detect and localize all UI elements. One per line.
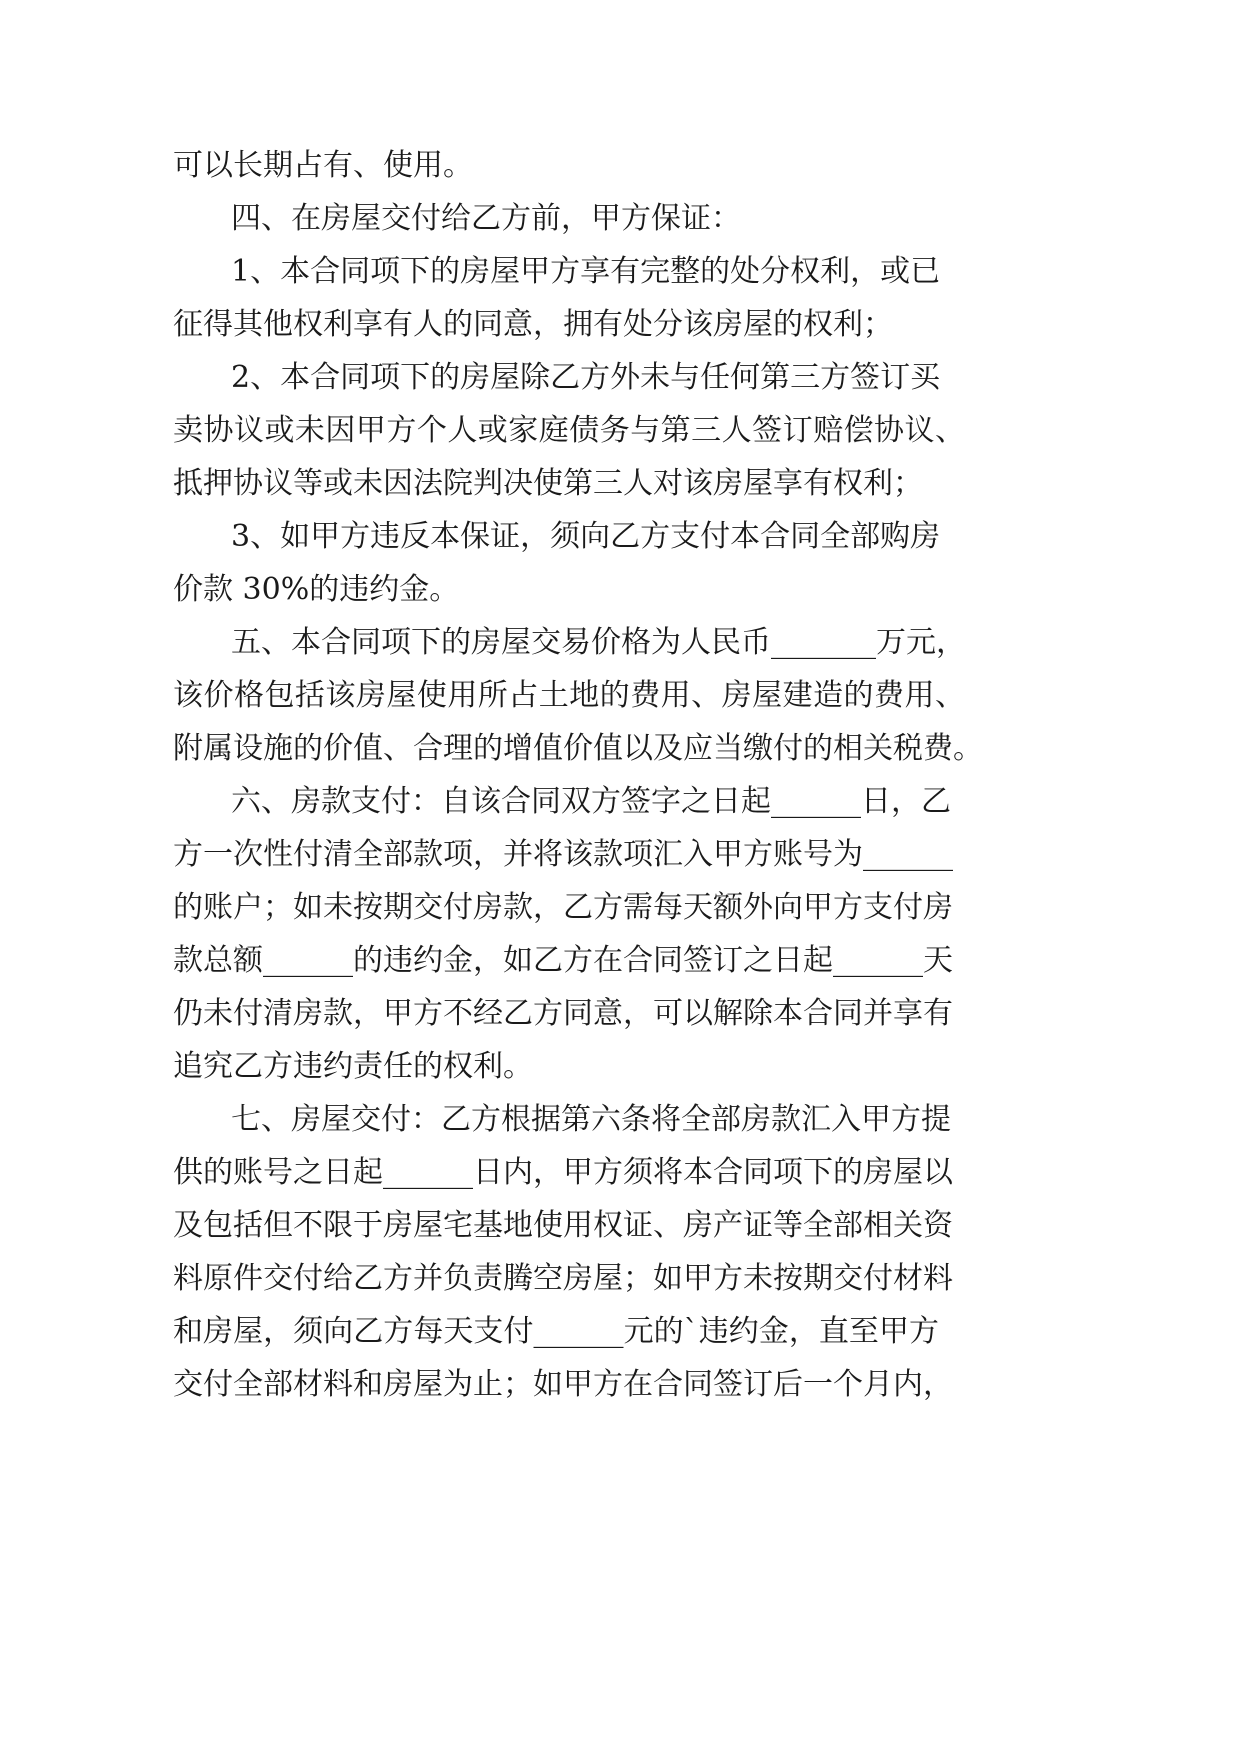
line-text: 附属设施的价值、合理的增值价值以及应当缴付的相关税费。	[173, 731, 983, 766]
line-text: 仍未付清房款，甲方不经乙方同意，可以解除本合同并享有	[173, 996, 953, 1031]
line-text: 料原件交付给乙方并负责腾空房屋；如甲方未按期交付材料	[173, 1261, 953, 1296]
line-text: 的账户；如未按期交付房款，乙方需每天额外向甲方支付房	[173, 890, 953, 925]
text-line	[0, 985, 1241, 1043]
line-text: 该价格包括该房屋使用所占土地的费用、房屋建造的费用、	[173, 678, 965, 713]
text-line	[0, 137, 1241, 195]
line-text: 五、本合同项下的房屋交易价格为人民币_______万元，	[231, 625, 966, 660]
text-line	[0, 773, 1241, 831]
text-line	[0, 455, 1241, 513]
line-text: 和房屋，须向乙方每天支付______元的`违约金，直至甲方	[173, 1314, 939, 1349]
line-text: 交付全部材料和房屋为止；如甲方在合同签订后一个月内，	[173, 1367, 953, 1402]
text-line	[0, 1144, 1241, 1202]
line-text: 3、如甲方违反本保证，须向乙方支付本合同全部购房	[231, 519, 941, 554]
text-line	[0, 243, 1241, 301]
text-line	[0, 1250, 1241, 1308]
line-text: 征得其他权利享有人的同意，拥有处分该房屋的权利；	[173, 307, 893, 342]
text-line	[0, 932, 1241, 990]
text-line	[0, 296, 1241, 354]
line-text: 2、本合同项下的房屋除乙方外未与任何第三方签订买	[231, 360, 941, 395]
text-line	[0, 720, 1241, 778]
line-text: 供的账号之日起______日内，甲方须将本合同项下的房屋以	[173, 1155, 953, 1190]
text-line	[0, 826, 1241, 884]
line-text: 追究乙方违约责任的权利。	[173, 1049, 533, 1084]
text-line	[0, 561, 1241, 619]
text-line	[0, 879, 1241, 937]
line-text: 四、在房屋交付给乙方前，甲方保证：	[231, 201, 741, 236]
text-line	[0, 1091, 1241, 1149]
text-line	[0, 1303, 1241, 1361]
line-text: 可以长期占有、使用。	[173, 148, 473, 183]
text-line	[0, 614, 1241, 672]
text-line	[0, 349, 1241, 407]
text-line	[0, 190, 1241, 248]
line-text: 及包括但不限于房屋宅基地使用权证、房产证等全部相关资	[173, 1208, 953, 1243]
line-text: 价款 30%的违约金。	[173, 572, 460, 607]
text-line	[0, 1038, 1241, 1096]
line-text: 1、本合同项下的房屋甲方享有完整的处分权利，或已	[231, 254, 941, 289]
line-text: 款总额______的违约金，如乙方在合同签订之日起______天	[173, 943, 953, 978]
line-text: 抵押协议等或未因法院判决使第三人对该房屋享有权利；	[173, 466, 923, 501]
line-text: 六、房款支付：自该合同双方签字之日起______日，乙	[231, 784, 951, 819]
text-line	[0, 402, 1241, 460]
text-line	[0, 667, 1241, 725]
line-text: 七、房屋交付：乙方根据第六条将全部房款汇入甲方提	[231, 1102, 951, 1137]
line-text: 卖协议或未因甲方个人或家庭债务与第三人签订赔偿协议、	[173, 413, 965, 448]
text-line	[0, 1356, 1241, 1414]
text-line	[0, 508, 1241, 566]
line-text: 方一次性付清全部款项，并将该款项汇入甲方账号为______	[173, 837, 953, 872]
text-line	[0, 1197, 1241, 1255]
